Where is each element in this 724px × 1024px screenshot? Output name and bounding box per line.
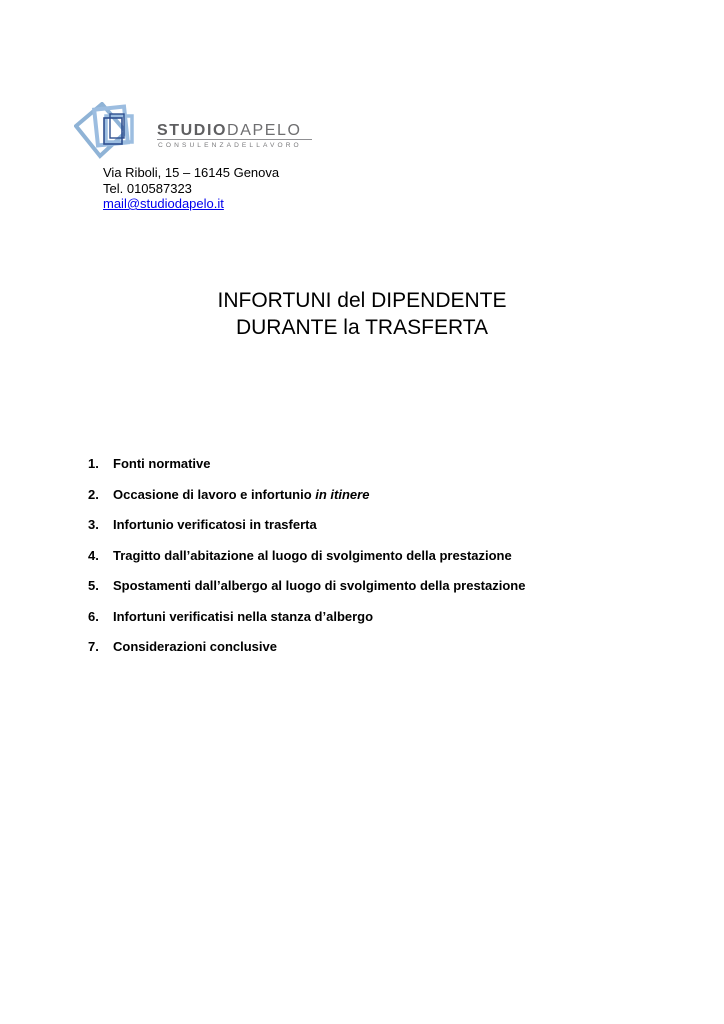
- toc-item-text: Infortunio verificatosi in trasferta: [113, 517, 317, 532]
- contact-block: [103, 165, 279, 212]
- street-address: Via Riboli, 15 – 16145 Genova: [103, 165, 280, 180]
- toc-item-number: 7.: [88, 639, 99, 654]
- toc-item: [88, 577, 525, 608]
- toc-item: [88, 486, 525, 517]
- toc-item-text: Spostamenti dall’albergo al luogo di svolgimento della prestazione: [113, 578, 526, 593]
- toc-item-text: Infortuni verificatisi nella stanza d’albergo: [113, 608, 374, 624]
- toc-item: [88, 638, 525, 669]
- logo-squares-icon: [74, 102, 156, 164]
- toc-item: [88, 608, 525, 639]
- toc-item-italic: in itinere: [315, 486, 370, 502]
- brand-name: [157, 122, 302, 140]
- toc-item-number: 4.: [88, 547, 99, 563]
- title-line-1: INFORTUNI del DIPENDENTE: [217, 289, 507, 312]
- toc-item-number: 3.: [88, 517, 99, 532]
- toc-item-text: Fonti normative: [113, 456, 211, 471]
- logo-divider: [157, 139, 312, 140]
- email-link[interactable]: mail@studiodapelo.it: [103, 196, 224, 211]
- toc-item-number: 2.: [88, 486, 99, 502]
- title-line-2: DURANTE la TRASFERTA: [235, 316, 489, 339]
- studio-logo: [74, 102, 324, 164]
- brand-name-light: DAPELO: [227, 122, 302, 139]
- toc-item-number: 6.: [88, 608, 99, 624]
- table-of-contents: [88, 455, 525, 669]
- toc-item-text: Considerazioni conclusive: [113, 639, 277, 654]
- phone-number: Tel. 010587323: [103, 180, 192, 196]
- toc-item-text: Tragitto dall’abitazione al luogo di svolgimento della prestazione: [113, 547, 512, 563]
- toc-item: [88, 516, 525, 547]
- toc-item-number: 1.: [88, 456, 99, 471]
- brand-tagline: CONSULENZADELLAVORO: [158, 142, 302, 149]
- brand-name-bold: STUDIO: [157, 122, 228, 139]
- toc-item: [88, 455, 525, 486]
- toc-item-number: 5.: [88, 578, 99, 593]
- toc-item: [88, 547, 525, 578]
- document-title: [0, 287, 724, 341]
- toc-item-text: Occasione di lavoro e infortunio: [113, 486, 316, 502]
